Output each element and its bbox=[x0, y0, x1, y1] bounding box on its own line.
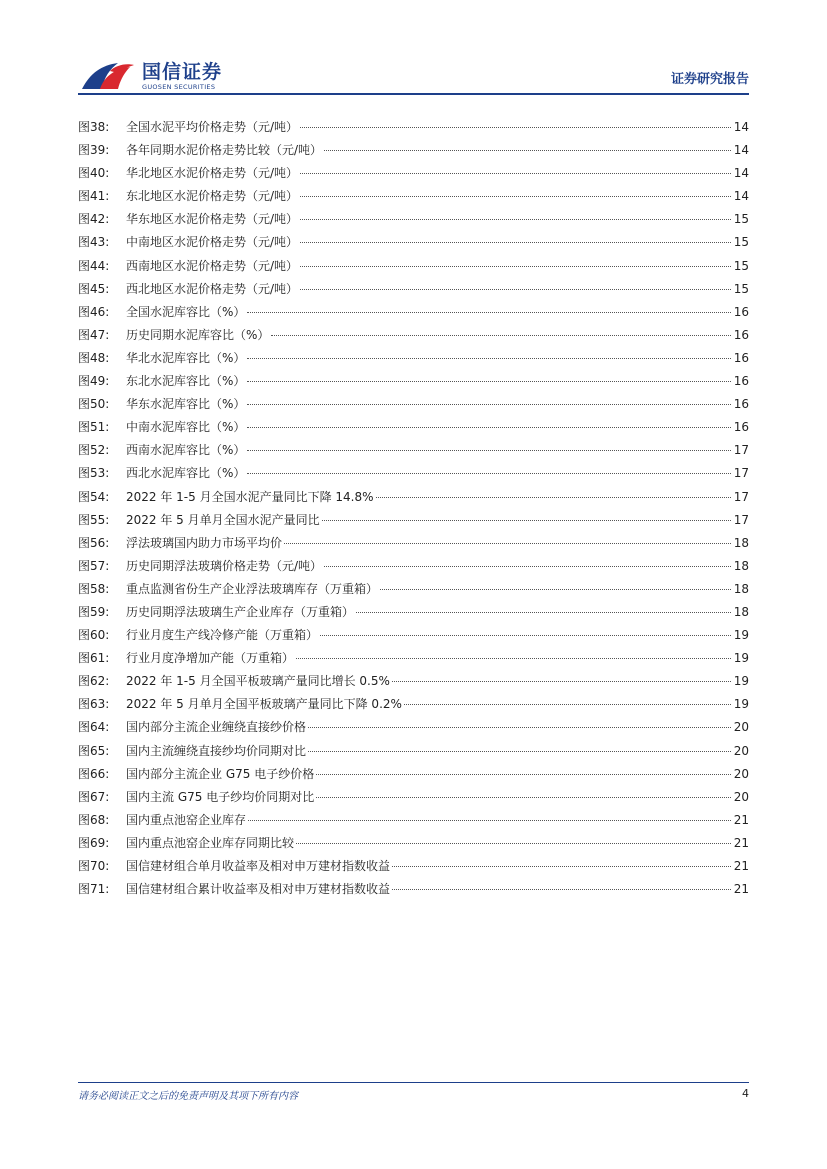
toc-figure-title: 东北地区水泥价格走势（元/吨） bbox=[126, 189, 299, 204]
toc-page-number: 15 bbox=[733, 281, 749, 296]
toc-dot-leader bbox=[247, 413, 731, 428]
toc-page-number: 14 bbox=[733, 143, 749, 158]
toc-dot-leader bbox=[284, 529, 731, 544]
toc-dot-leader bbox=[380, 575, 731, 590]
toc-page-number: 20 bbox=[733, 743, 749, 758]
toc-page-number: 19 bbox=[733, 674, 749, 689]
toc-figure-title: 西北地区水泥价格走势（元/吨） bbox=[126, 281, 299, 296]
toc-figure-number: 图43: bbox=[78, 235, 110, 250]
toc-figure-number: 图51: bbox=[78, 420, 110, 435]
toc-dot-leader bbox=[308, 737, 731, 752]
toc-figure-number: 图71: bbox=[78, 882, 110, 897]
header-divider bbox=[78, 93, 749, 95]
toc-dot-leader bbox=[247, 344, 731, 359]
company-logo bbox=[80, 58, 222, 94]
toc-figure-number: 图56: bbox=[78, 535, 110, 550]
toc-dot-leader bbox=[324, 552, 731, 567]
toc-dot-leader bbox=[300, 205, 731, 220]
toc-figure-number: 图66: bbox=[78, 766, 110, 781]
toc-figure-title: 国内主流 G75 电子纱均价同期对比 bbox=[126, 789, 315, 804]
toc-figure-number: 图55: bbox=[78, 512, 110, 527]
toc-page-number: 19 bbox=[733, 697, 749, 712]
toc-figure-title: 中南地区水泥价格走势（元/吨） bbox=[126, 235, 299, 250]
toc-figure-title: 国内重点池窑企业库存同期比较 bbox=[126, 835, 295, 850]
toc-page-number: 21 bbox=[733, 812, 749, 827]
toc-figure-number: 图52: bbox=[78, 443, 110, 458]
toc-dot-leader bbox=[392, 852, 731, 867]
footer-disclaimer: 请务必阅读正文之后的免责声明及其项下所有内容 bbox=[78, 1091, 298, 1102]
toc-figure-number: 图69: bbox=[78, 835, 110, 850]
toc-page-number: 14 bbox=[733, 166, 749, 181]
logo-english-name: GUOSEN SECURITIES bbox=[142, 82, 216, 91]
toc-figure-title: 全国水泥平均价格走势（元/吨） bbox=[126, 120, 299, 134]
toc-figure-title: 历史同期浮法玻璃生产企业库存（万重箱） bbox=[126, 604, 355, 619]
toc-figure-title: 2022 年 1-5 月全国水泥产量同比下降 14.8% bbox=[126, 489, 374, 504]
toc-page-number: 18 bbox=[733, 604, 749, 619]
figure-table-of-contents bbox=[78, 116, 749, 901]
toc-dot-leader bbox=[300, 182, 731, 197]
toc-dot-leader bbox=[296, 829, 731, 844]
toc-figure-number: 图65: bbox=[78, 743, 110, 758]
toc-page-number: 20 bbox=[733, 720, 749, 735]
report-type-label: 证券研究报告 bbox=[670, 72, 749, 87]
toc-dot-leader bbox=[356, 598, 731, 613]
page-header bbox=[0, 0, 827, 100]
toc-figure-title: 国内主流缠绕直接纱均价同期对比 bbox=[126, 743, 307, 758]
toc-figure-number: 图48: bbox=[78, 350, 110, 365]
toc-figure-title: 国信建材组合累计收益率及相对申万建材指数收益 bbox=[126, 882, 391, 897]
toc-page-number: 15 bbox=[733, 212, 749, 227]
toc-page-number: 18 bbox=[733, 535, 749, 550]
toc-figure-number: 图54: bbox=[78, 489, 110, 504]
toc-figure-number: 图58: bbox=[78, 581, 110, 596]
toc-figure-title: 华北水泥库容比（%） bbox=[126, 350, 246, 365]
toc-figure-title: 全国水泥库容比（%） bbox=[126, 304, 246, 319]
toc-page-number: 16 bbox=[733, 397, 749, 412]
toc-page-number: 15 bbox=[733, 235, 749, 250]
toc-dot-leader bbox=[308, 713, 731, 728]
toc-page-number: 19 bbox=[733, 651, 749, 666]
toc-figure-title: 历史同期浮法玻璃价格走势（元/吨） bbox=[126, 558, 323, 573]
toc-figure-title: 国信建材组合单月收益率及相对申万建材指数收益 bbox=[126, 859, 391, 873]
toc-page-number: 17 bbox=[733, 443, 749, 458]
toc-dot-leader bbox=[404, 690, 731, 705]
toc-page-number: 15 bbox=[733, 258, 749, 273]
toc-figure-title: 中南水泥库容比（%） bbox=[126, 420, 246, 435]
toc-figure-title: 西南水泥库容比（%） bbox=[126, 443, 246, 458]
toc-figure-title: 历史同期水泥库容比（%） bbox=[126, 327, 270, 342]
toc-figure-number: 图61: bbox=[78, 651, 110, 666]
toc-figure-title: 行业月度净增加产能（万重箱） bbox=[126, 651, 295, 666]
toc-page-number: 20 bbox=[733, 789, 749, 804]
toc-page-number: 14 bbox=[733, 120, 749, 134]
toc-dot-leader bbox=[376, 483, 731, 498]
toc-dot-leader bbox=[300, 113, 731, 128]
toc-page-number: 19 bbox=[733, 628, 749, 643]
toc-dot-leader bbox=[247, 390, 731, 405]
toc-figure-number: 图45: bbox=[78, 281, 110, 296]
toc-figure-number: 图47: bbox=[78, 327, 110, 342]
toc-page-number: 17 bbox=[733, 489, 749, 504]
toc-figure-number: 图40: bbox=[78, 166, 110, 181]
page-number: 4 bbox=[742, 1087, 749, 1100]
toc-dot-leader bbox=[296, 644, 731, 659]
toc-figure-number: 图39: bbox=[78, 143, 110, 158]
footer-divider bbox=[78, 1082, 749, 1083]
logo-chinese-name: 国信证券 bbox=[142, 60, 223, 83]
toc-dot-leader bbox=[247, 367, 731, 382]
toc-figure-title: 行业月度生产线冷修产能（万重箱） bbox=[126, 628, 319, 643]
toc-dot-leader bbox=[271, 321, 731, 336]
toc-figure-title: 国内部分主流企业 G75 电子纱价格 bbox=[126, 766, 315, 781]
toc-figure-number: 图67: bbox=[78, 789, 110, 804]
toc-page-number: 16 bbox=[733, 374, 749, 389]
toc-figure-title: 2022 年 5 月单月全国水泥产量同比 bbox=[126, 512, 320, 527]
toc-page-number: 21 bbox=[733, 859, 749, 873]
toc-figure-title: 西北水泥库容比（%） bbox=[126, 466, 246, 481]
toc-page-number: 18 bbox=[733, 581, 749, 596]
toc-figure-number: 图53: bbox=[78, 466, 110, 481]
toc-page-number: 21 bbox=[733, 882, 749, 897]
toc-figure-title: 西南地区水泥价格走势（元/吨） bbox=[126, 258, 299, 273]
toc-figure-number: 图50: bbox=[78, 397, 110, 412]
toc-page-number: 21 bbox=[733, 835, 749, 850]
toc-figure-number: 图42: bbox=[78, 212, 110, 227]
toc-page-number: 16 bbox=[733, 420, 749, 435]
toc-figure-number: 图38: bbox=[78, 120, 110, 134]
toc-figure-title: 华东地区水泥价格走势（元/吨） bbox=[126, 212, 299, 227]
toc-dot-leader bbox=[392, 667, 731, 682]
toc-figure-number: 图44: bbox=[78, 258, 110, 273]
toc-figure-title: 各年同期水泥价格走势比较（元/吨） bbox=[126, 143, 323, 158]
toc-figure-number: 图60: bbox=[78, 628, 110, 643]
toc-dot-leader bbox=[247, 459, 731, 474]
toc-figure-number: 图68: bbox=[78, 812, 110, 827]
toc-figure-title: 2022 年 5 月单月全国平板玻璃产量同比下降 0.2% bbox=[126, 697, 402, 712]
toc-figure-number: 图70: bbox=[78, 859, 110, 873]
toc-figure-title: 国内部分主流企业缠绕直接纱价格 bbox=[126, 720, 307, 735]
toc-dot-leader bbox=[392, 875, 731, 890]
toc-page-number: 17 bbox=[733, 512, 749, 527]
toc-dot-leader bbox=[324, 136, 731, 151]
guosen-logo-icon bbox=[80, 59, 136, 93]
toc-page-number: 16 bbox=[733, 327, 749, 342]
toc-page-number: 16 bbox=[733, 350, 749, 365]
toc-figure-title: 2022 年 1-5 月全国平板玻璃产量同比增长 0.5% bbox=[126, 674, 390, 689]
toc-entry[interactable] bbox=[78, 878, 749, 901]
toc-dot-leader bbox=[320, 621, 731, 636]
toc-figure-title: 重点监测省份生产企业浮法玻璃库存（万重箱） bbox=[126, 581, 379, 596]
toc-page-number: 17 bbox=[733, 466, 749, 481]
toc-dot-leader bbox=[300, 275, 731, 290]
toc-dot-leader bbox=[248, 806, 731, 821]
toc-figure-number: 图46: bbox=[78, 304, 110, 319]
toc-page-number: 16 bbox=[733, 304, 749, 319]
toc-dot-leader bbox=[300, 159, 731, 174]
toc-figure-title: 华北地区水泥价格走势（元/吨） bbox=[126, 166, 299, 181]
toc-figure-number: 图62: bbox=[78, 674, 110, 689]
toc-figure-number: 图59: bbox=[78, 604, 110, 619]
toc-figure-number: 图63: bbox=[78, 697, 110, 712]
toc-figure-number: 图41: bbox=[78, 189, 110, 204]
toc-dot-leader bbox=[247, 298, 731, 313]
toc-dot-leader bbox=[300, 252, 731, 267]
toc-figure-number: 图57: bbox=[78, 558, 110, 573]
toc-dot-leader bbox=[316, 760, 731, 775]
toc-figure-title: 浮法玻璃国内助力市场平均价 bbox=[126, 535, 283, 550]
toc-figure-title: 华东水泥库容比（%） bbox=[126, 397, 246, 412]
toc-dot-leader bbox=[322, 506, 731, 521]
toc-figure-number: 图49: bbox=[78, 374, 110, 389]
toc-figure-number: 图64: bbox=[78, 720, 110, 735]
toc-dot-leader bbox=[316, 783, 731, 798]
toc-page-number: 18 bbox=[733, 558, 749, 573]
toc-page-number: 20 bbox=[733, 766, 749, 781]
toc-page-number: 14 bbox=[733, 189, 749, 204]
toc-dot-leader bbox=[247, 436, 731, 451]
toc-figure-title: 国内重点池窑企业库存 bbox=[126, 812, 247, 827]
toc-figure-title: 东北水泥库容比（%） bbox=[126, 374, 246, 389]
toc-dot-leader bbox=[300, 228, 731, 243]
